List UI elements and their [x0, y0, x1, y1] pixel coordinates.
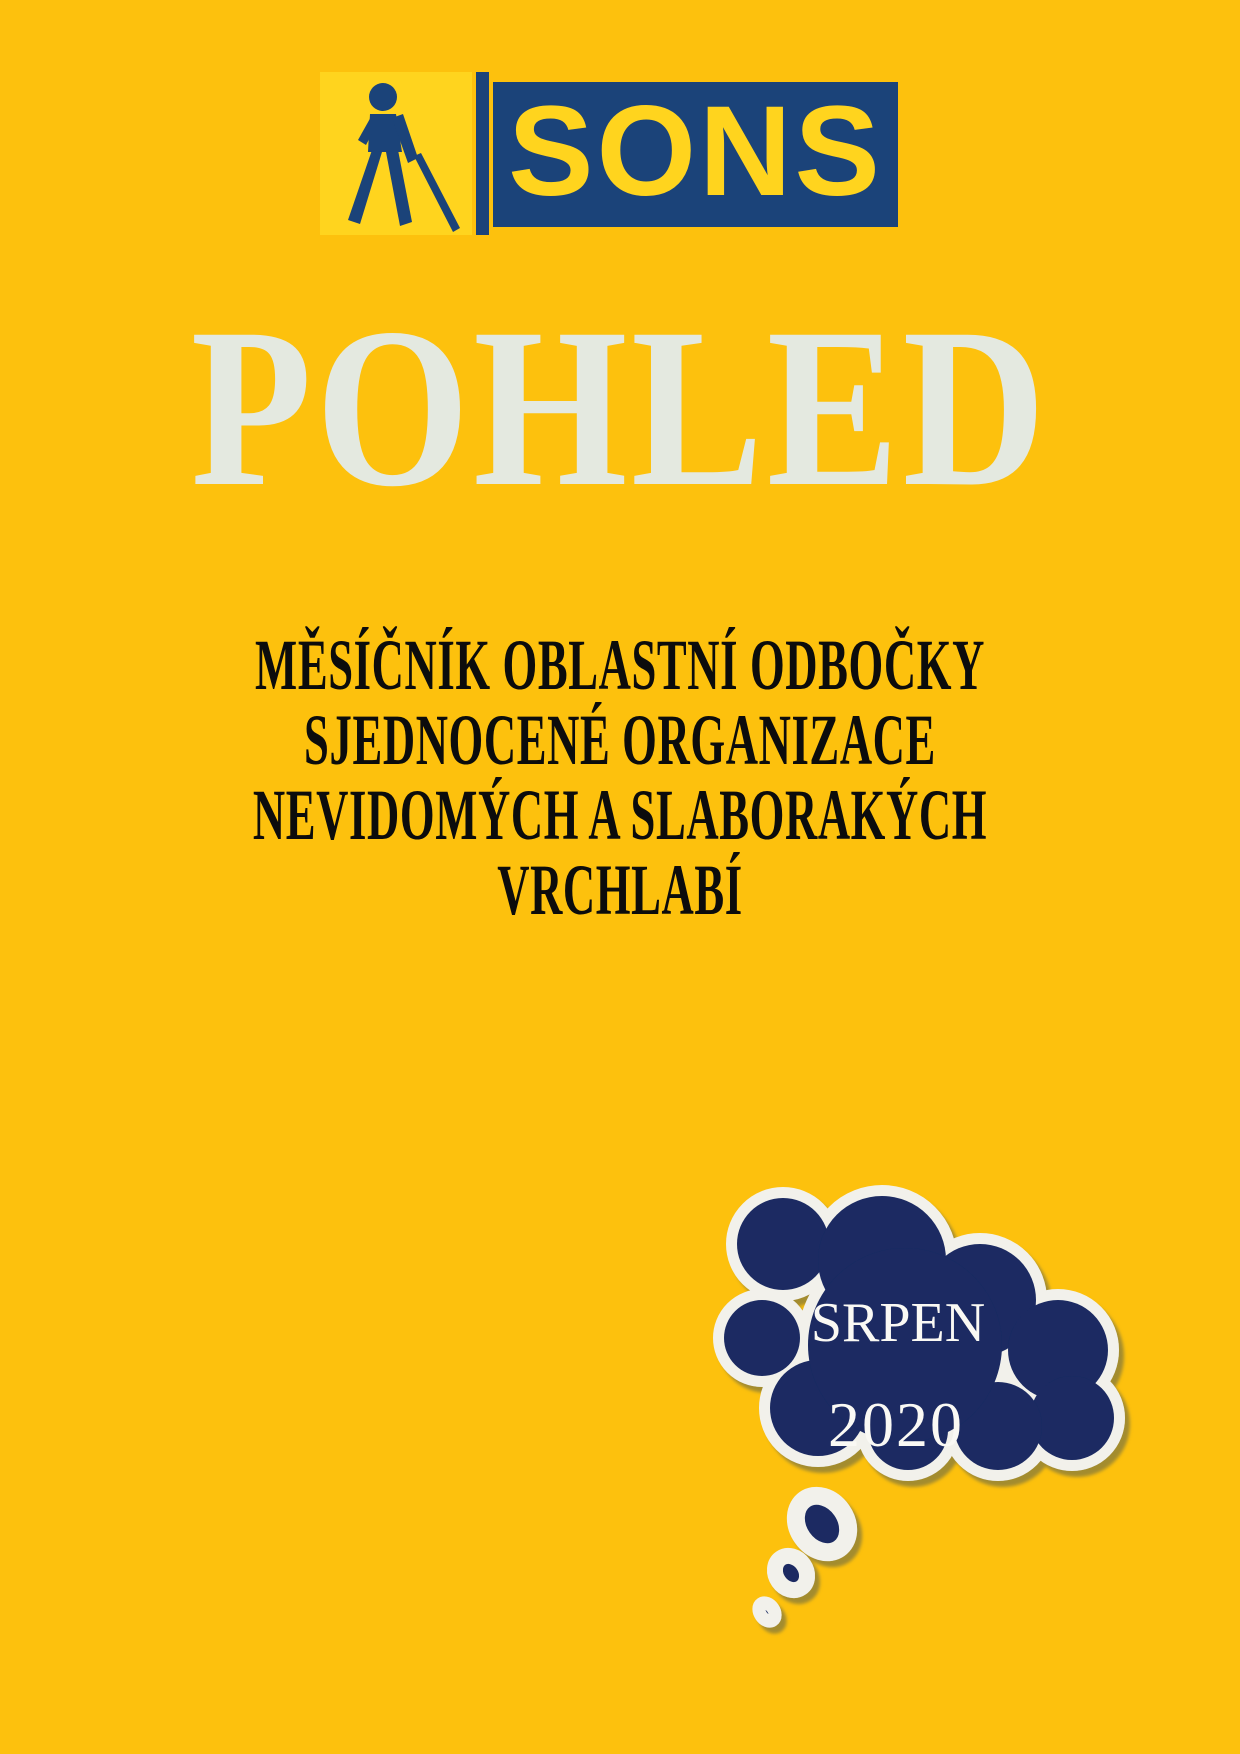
issue-year: 2020 [828, 1389, 964, 1460]
subtitle-line: SJEDNOCENÉ ORGANIZACE [304, 700, 936, 780]
tail-bubble-small [756, 1600, 779, 1624]
magazine-title: POHLED [190, 282, 1050, 534]
blind-person-icon [320, 72, 472, 235]
tail-bubble-medium [768, 1550, 813, 1597]
subtitle [236, 625, 1005, 930]
sons-logo [320, 72, 898, 235]
subtitle-line: MĚSÍČNÍK OBLASTNÍ ODBOČKY [255, 625, 985, 705]
sons-wordmark: SONS [493, 82, 898, 227]
issue-thought-bubble [690, 1150, 1150, 1670]
subtitle-line: VRCHLABÍ [497, 850, 743, 930]
logo-divider [476, 72, 489, 235]
subtitle-line: NEVIDOMÝCH A SLABORAKÝCH [252, 775, 988, 855]
issue-month: SRPEN [810, 1292, 986, 1354]
thought-bubble-tail [756, 1486, 859, 1625]
